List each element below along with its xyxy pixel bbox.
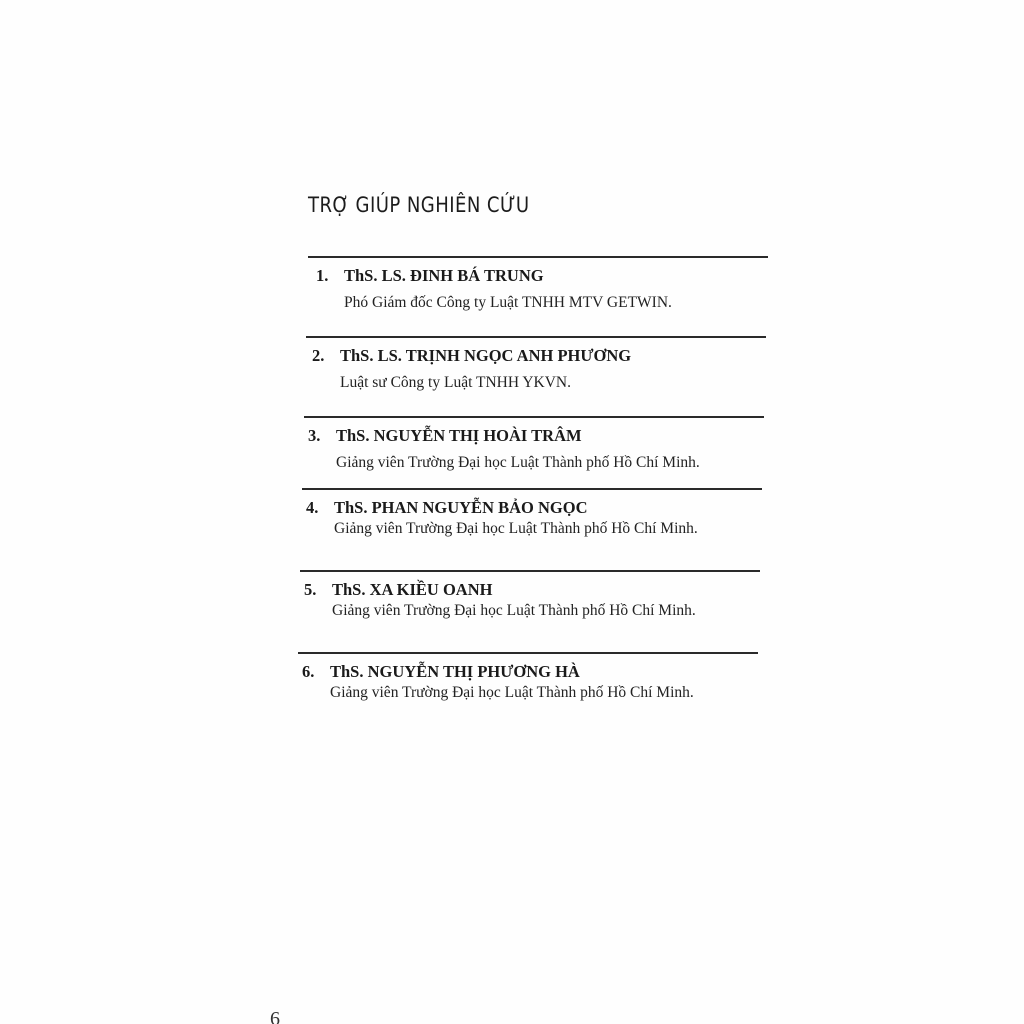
entry-heading	[302, 662, 580, 682]
entry-name: ThS. NGUYỄN THỊ PHƯƠNG HÀ	[330, 662, 580, 681]
entry-name: ThS. PHAN NGUYỄN BẢO NGỌC	[334, 498, 588, 517]
entry-number: 4.	[306, 498, 319, 517]
entry-divider	[298, 652, 758, 654]
entry-name: ThS. NGUYỄN THỊ HOÀI TRÂM	[336, 426, 582, 445]
entry-number: 6.	[302, 662, 315, 681]
entry-divider	[306, 336, 766, 338]
entry-number: 5.	[304, 580, 317, 599]
entry-role: Giảng viên Trường Đại học Luật Thành phố Hồ Chí Minh.	[330, 684, 694, 701]
entry-role: Phó Giám đốc Công ty Luật TNHH MTV GETWIN.	[344, 294, 672, 311]
entry-divider	[302, 488, 762, 490]
entry-role: Giảng viên Trường Đại học Luật Thành phố Hồ Chí Minh.	[336, 454, 700, 471]
entry-number: 2.	[312, 346, 325, 365]
entry-role: Giảng viên Trường Đại học Luật Thành phố Hồ Chí Minh.	[334, 520, 698, 537]
entry-heading	[316, 266, 544, 286]
entry-number: 1.	[316, 266, 329, 285]
entry-heading	[312, 346, 631, 366]
entry-divider	[300, 570, 760, 572]
entry-divider	[304, 416, 764, 418]
entry-name: ThS. LS. ĐINH BÁ TRUNG	[344, 266, 544, 285]
entry-heading	[308, 426, 582, 446]
entry-role: Luật sư Công ty Luật TNHH YKVN.	[340, 374, 571, 391]
entry-divider	[308, 256, 768, 258]
page-number: 6	[270, 1008, 280, 1024]
entry-name: ThS. XA KIỀU OANH	[332, 580, 493, 599]
entry-heading	[306, 498, 588, 518]
entry-name: ThS. LS. TRỊNH NGỌC ANH PHƯƠNG	[340, 346, 632, 365]
entry-role: Giảng viên Trường Đại học Luật Thành phố Hồ Chí Minh.	[332, 602, 696, 619]
entry-heading	[304, 580, 492, 600]
entry-number: 3.	[308, 426, 321, 445]
section-title: TRỢ GIÚP NGHIÊN CỨU	[308, 193, 530, 217]
